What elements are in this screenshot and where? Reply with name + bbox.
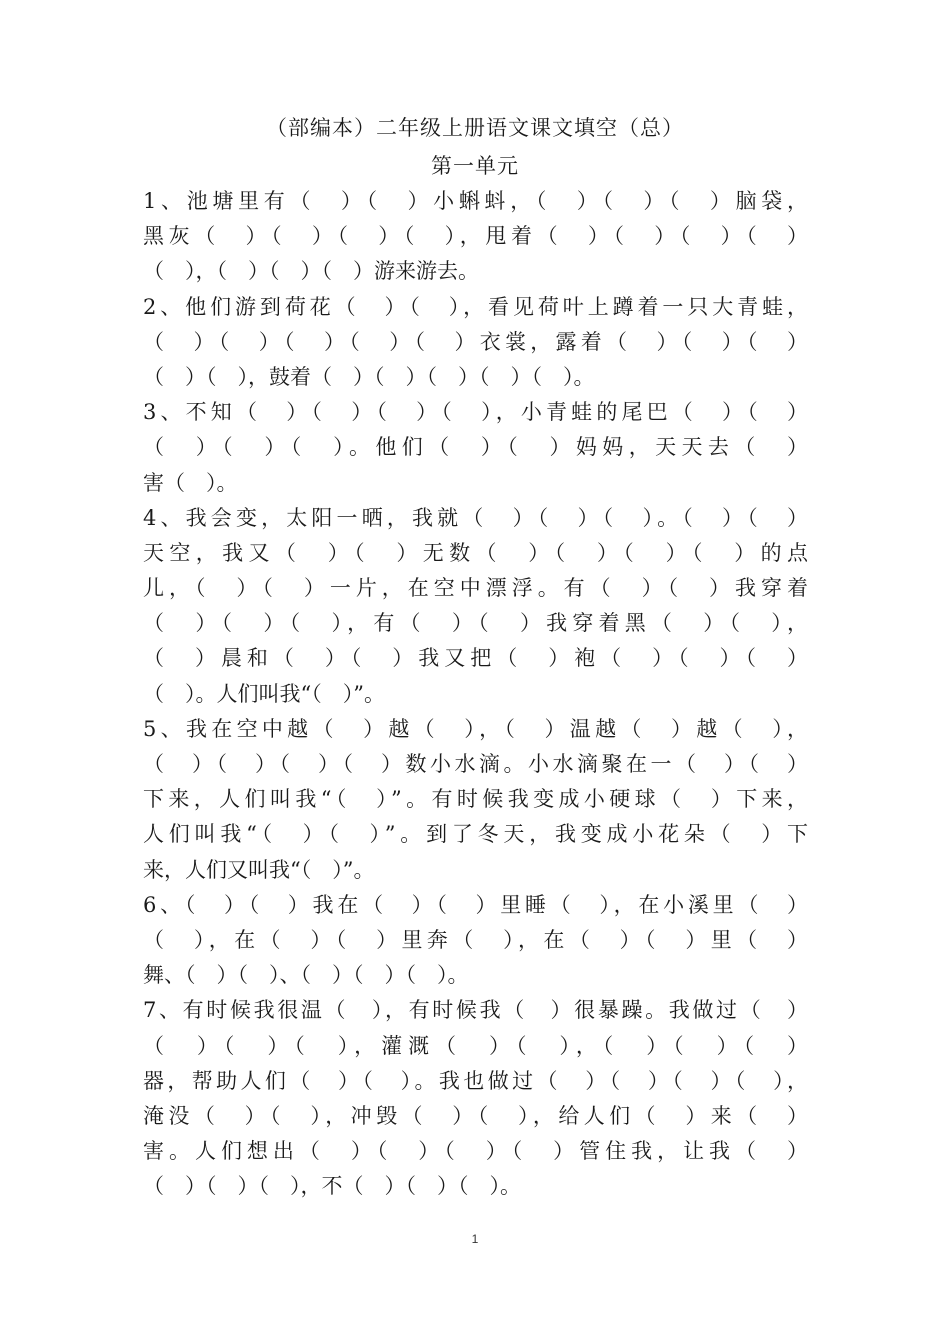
text-line: （ ），在（ ）（ ）里奔（ ），在（ ）（ ）里（ ） (143, 927, 808, 952)
text-line: 1、池塘里有（ ）（ ）小蝌蚪，（ ）（ ）（ ）脑袋， (143, 189, 808, 213)
text-line: 3、不知（ ）（ ）（ ）（ ），小青蛙的尾巴（ ）（ ） (143, 400, 808, 425)
text-line: 淹没（ ）（ ），冲毁（ ）（ ），给人们（ ）来（ ） (143, 1103, 808, 1128)
text-line: 人们叫我“（ ）（ ）”。到了冬天，我变成小花朵（ ）下 (143, 822, 808, 847)
text-line: 器，帮助人们（ ）（ ）。我也做过（ ）（ ）（ ）（ ）， (143, 1068, 808, 1093)
text-line: 5、我在空中越（ ）越（ ），（ ）温越（ ）越（ ）， (143, 716, 808, 741)
text-line: 黑灰（ ）（ ）（ ）（ ），甩着（ ）（ ）（ ）（ ） (143, 224, 808, 249)
text-line: （ ）（ ）（ ），不（ ）（ ）（ ）。 (143, 1174, 521, 1199)
text-line: 害。人们想出（ ）（ ）（ ）（ ）管住我，让我（ ） (143, 1139, 808, 1164)
unit-title: 第一单元 (431, 154, 519, 178)
text-line: （ ）（ ）（ ），有（ ）（ ）我穿着黑（ ）（ ）， (143, 611, 808, 636)
text-line: （ ）（ ）（ ）。他们（ ）（ ）妈妈，天天去（ ） (143, 435, 808, 460)
text-line: 儿，（ ）（ ）一片，在空中漂浮。有（ ）（ ）我穿着 (143, 576, 808, 601)
text-line: 天空，我又（ ）（ ）无数（ ）（ ）（ ）（ ）的点 (143, 540, 808, 565)
text-line: 害（ ）。 (143, 470, 238, 495)
text-line: 4、我会变，太阳一晒，我就（ ）（ ）（ ）。（ ）（ ） (143, 505, 808, 530)
text-line: 舞、（ ）（ ）、（ ）（ ）（ ）。 (143, 963, 469, 988)
exercise-text (143, 184, 808, 1204)
document-title: （部编本）二年级上册语文课文填空（总） (266, 116, 684, 140)
text-line: 6、（ ）（ ）我在（ ）（ ）里睡（ ），在小溪里（ ） (143, 892, 808, 917)
text-line: （ ）（ ）（ ），灌溉（ ）（ ），（ ）（ ）（ ） (143, 1033, 808, 1058)
text-line: 下来，人们叫我“（ ）”。有时候我变成小硬球（ ）下来， (143, 787, 808, 812)
text-line: （ ）（ ）（ ）（ ）数小水滴。小水滴聚在一（ ）（ ） (143, 752, 808, 776)
text-line: 2、他们游到荷花（ ）（ ），看见荷叶上蹲着一只大青蛙， (143, 294, 808, 319)
text-line: （ ）（ ）（ ）（ ）（ ）衣裳，露着（ ）（ ）（ ） (143, 329, 808, 354)
text-line: （ ）（ ），鼓着（ ）（ ）（ ）（ ）（ ）。 (143, 364, 595, 389)
text-line: （ ），（ ）（ ）（ ）游来游去。 (143, 259, 479, 284)
text-line: 7、有时候我很温（ ），有时候我（ ）很暴躁。我做过（ ） (143, 998, 808, 1023)
text-line: （ ）晨和（ ）（ ）我又把（ ）袍（ ）（ ）（ ） (143, 646, 808, 671)
text-line: 来，人们又叫我“（ ）”。 (143, 857, 375, 882)
text-line: （ ）。人们叫我“（ ）”。 (143, 681, 385, 706)
page-number: 1 (471, 1232, 479, 1246)
